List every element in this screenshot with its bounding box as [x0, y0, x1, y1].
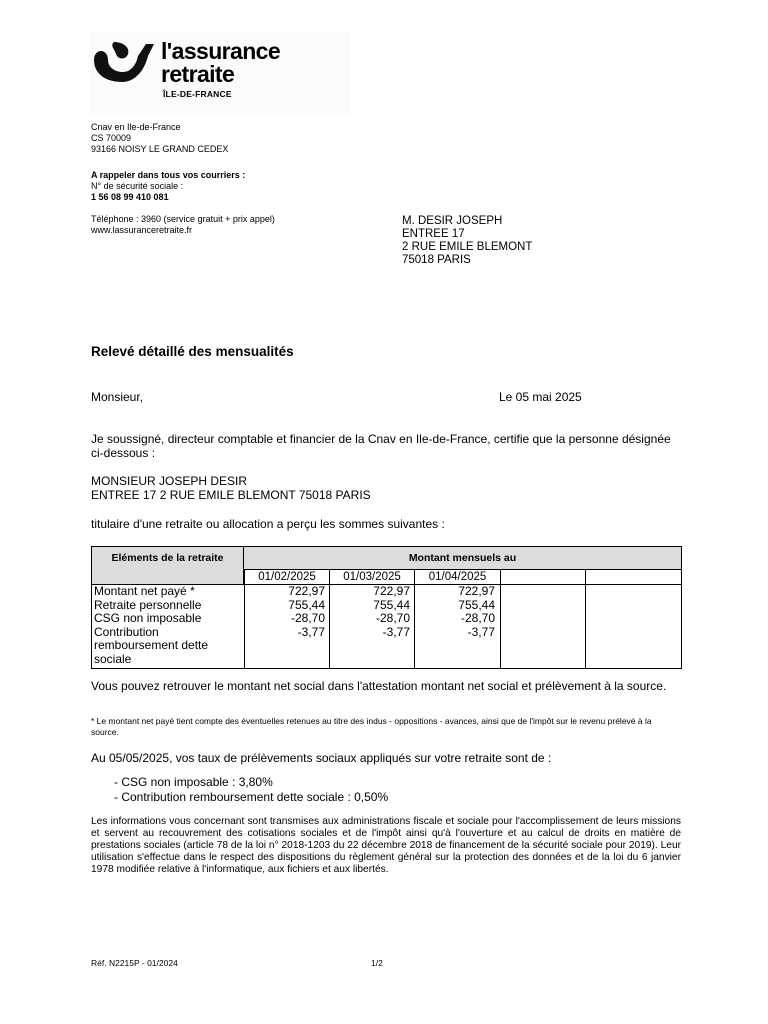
- recipient-line1: ENTREE 17: [402, 228, 465, 240]
- person-name: MONSIEUR JOSEPH DESIR: [91, 474, 248, 488]
- recipient-address: [402, 215, 532, 267]
- page-number: 1/2: [371, 958, 383, 968]
- table-cell: 755,44: [288, 597, 325, 612]
- payments-table: [91, 546, 682, 669]
- table-cell: -3,77: [467, 624, 495, 639]
- recipient-name: M. DESIR JOSEPH: [402, 215, 503, 227]
- sender-address: [91, 122, 228, 155]
- greeting: Monsieur,: [91, 390, 144, 404]
- person-block: [91, 474, 371, 502]
- sender-name: Cnav en Ile-de-France: [91, 122, 181, 132]
- contact-block: [91, 214, 275, 236]
- sender-cs: CS 70009: [91, 133, 132, 143]
- certify-paragraph: Je soussigné, directeur comptable et financier de la Cnav en Ile-de-France, certifie que la personne désignée ci-dessous :: [91, 432, 671, 460]
- phone-text: Téléphone : 3960 (service gratuit + prix appel): [91, 214, 275, 224]
- table-cell: 722,97: [458, 584, 495, 598]
- value-column: [245, 585, 325, 639]
- date-header: [501, 570, 585, 584]
- website-link[interactable]: www.lassuranceretraite.fr: [91, 225, 193, 235]
- logo: [90, 32, 350, 116]
- footer-reference: Réf. N2215P - 01/2024: [91, 958, 178, 968]
- table-header-montants: Montant mensuels au: [244, 547, 681, 570]
- logo-text-line2: retraite: [161, 61, 235, 87]
- list-item: - CSG non imposable : 3,80%: [114, 775, 273, 789]
- letter-date: Le 05 mai 2025: [499, 390, 582, 404]
- table-cell: -28,70: [290, 611, 325, 625]
- table-col-line: [500, 570, 501, 668]
- table-cell: -28,70: [375, 611, 410, 625]
- legal-paragraph: Les informations vous concernant sont transmises aux administrations fiscale et sociale pour l'accomplissement de leurs missions et servent au recouvrement des cotisations sociales et de l'impôt ainsi qu'à l'ouverture et au calcul de droits en matière de prestations sociales (article 78 de la loi n° 2018-1203 du 22 décembre 2018 de financement de la sécurité sociale pour 2019). Leur utilisation s'effectue dans le respect des dispositions du règlement général sur la protection des données et de la loi du 6 janvier 1978 modifiée relative à l'informatique, aux fichiers et aux libertés.: [91, 816, 681, 875]
- list-item: - Contribution remboursement dette sociale : 0,50%: [114, 789, 389, 804]
- table-cell: -3,77: [297, 624, 325, 639]
- table-cell: -3,77: [382, 624, 410, 639]
- sender-city: 93166 NOISY LE GRAND CEDEX: [91, 144, 229, 154]
- table-col-line: [585, 570, 586, 668]
- table-cell: 755,44: [458, 597, 495, 612]
- table-cell: -28,70: [460, 611, 495, 625]
- table-cell: 722,97: [373, 584, 410, 598]
- taux-list: [114, 775, 388, 804]
- ss-number-label: N° de sécurité sociale :: [91, 181, 184, 191]
- titulaire-text: titulaire d'une retraite ou allocation a perçu les sommes suivantes :: [91, 517, 445, 531]
- reminder-heading: A rappeler dans tous vos courriers :: [91, 170, 246, 180]
- row-labels: [94, 585, 244, 666]
- value-column: [415, 585, 495, 639]
- date-header: [586, 570, 681, 584]
- table-cell: 755,44: [373, 597, 410, 612]
- logo-region: ÎLE-DE-FRANCE: [163, 89, 232, 99]
- person-address: ENTREE 17 2 RUE EMILE BLEMONT 75018 PARIS: [91, 488, 371, 502]
- value-column: [330, 585, 410, 639]
- row-label: CSG non imposable: [94, 611, 202, 625]
- logo-text-line1: l'assurance: [161, 38, 281, 64]
- document-title: Relevé détaillé des mensualités: [91, 344, 294, 359]
- date-header: 01/04/2025: [428, 571, 487, 583]
- footnote: * Le montant net payé tient compte des éventuelles retenues au titre des indus - oppositions - avances, ainsi que de l'impôt sur le revenu prélevé à la source.: [91, 716, 652, 737]
- date-header: 01/03/2025: [343, 571, 401, 583]
- row-label: Contribution remboursement dette sociale: [94, 624, 209, 666]
- net-social-paragraph: Vous pouvez retrouver le montant net social dans l'attestation montant net social et prélèvement à la source.: [91, 679, 667, 693]
- recipient-line2: 2 RUE EMILE BLEMONT: [402, 241, 533, 253]
- row-label: Montant net payé *: [94, 584, 195, 598]
- recipient-line3: 75018 PARIS: [402, 254, 471, 266]
- date-header: 01/02/2025: [258, 571, 316, 583]
- reminder-block: [91, 170, 245, 203]
- ss-number: 1 56 08 99 410 081: [91, 192, 169, 202]
- table-cell: 722,97: [288, 584, 325, 598]
- table-header-elements: Eléments de la retraite: [92, 547, 244, 585]
- taux-intro: Au 05/05/2025, vos taux de prélèvements sociaux appliqués sur votre retraite sont de :: [91, 751, 552, 765]
- logo-mark-icon: [90, 38, 160, 86]
- row-label: Retraite personnelle: [94, 597, 202, 612]
